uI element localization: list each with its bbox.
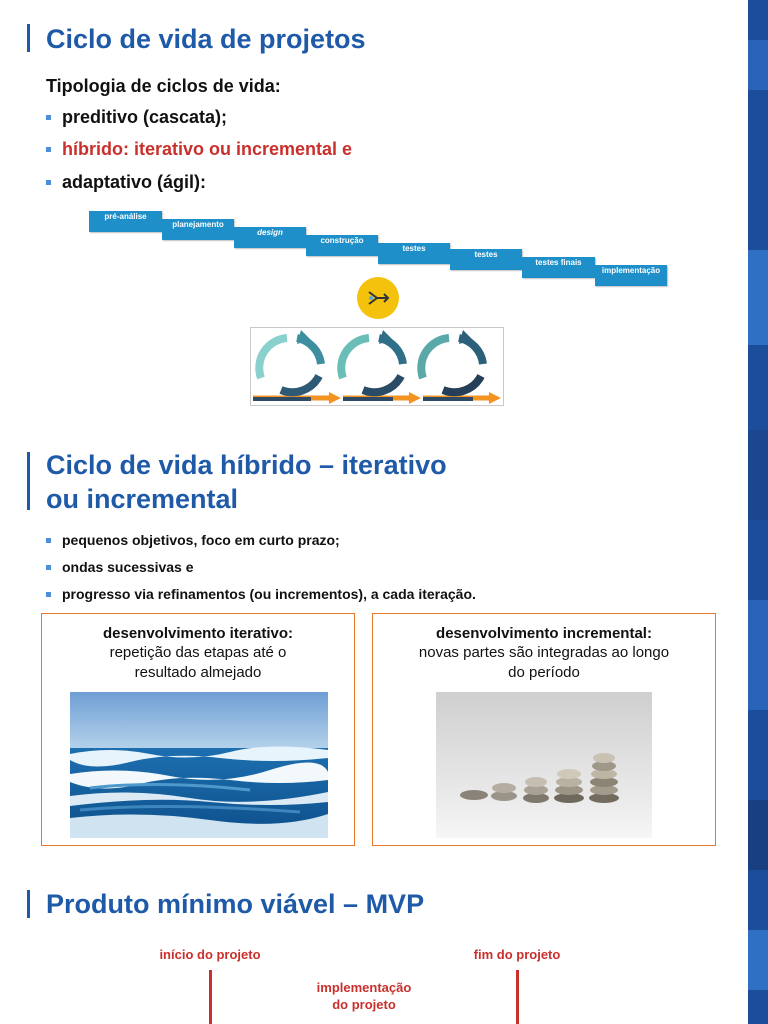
bullet-text: híbrido: iterativo ou incremental e (62, 139, 353, 159)
iteration-cycles-graphic (251, 328, 503, 405)
section2-title-line1: Ciclo de vida híbrido – iterativo (46, 450, 447, 480)
waterfall-step: pré-análise (89, 211, 162, 232)
title-accent-bar (27, 24, 30, 52)
title-accent-bar (27, 890, 30, 918)
list-item (46, 136, 352, 169)
bullet-icon (46, 592, 51, 597)
end-label: fim do projeto (473, 947, 561, 962)
strip-segment (748, 930, 768, 990)
waterfall-step: construção (306, 235, 378, 256)
implementation-label-line2: do projeto (332, 997, 396, 1012)
card-text-line: resultado almejado (134, 664, 262, 681)
bullet-icon (46, 565, 51, 570)
waterfall-step: implementação (595, 265, 667, 286)
card-text-line: novas partes são integradas ao longo (418, 644, 670, 661)
implementation-label-line1: implementação (316, 980, 412, 995)
hybrid-features-list (46, 530, 476, 611)
waterfall-step: testes (378, 243, 450, 264)
bullet-text: ondas sucessivas e (62, 559, 194, 575)
stones-image (436, 692, 652, 838)
waterfall-step: design (234, 227, 306, 248)
stacked-stones-illustration (436, 692, 652, 838)
branch-arrow-icon (357, 277, 399, 319)
card-title: desenvolvimento iterativo: (102, 625, 294, 642)
list-item (46, 584, 476, 611)
strip-segment (748, 40, 768, 90)
bullet-text: pequenos objetivos, foco em curto prazo; (62, 532, 340, 548)
strip-segment (748, 250, 768, 345)
implementation-label (284, 979, 444, 1013)
lifecycle-types-list (46, 104, 352, 201)
bullet-text: progresso via refinamentos (ou incrementos), a cada iteração. (62, 586, 476, 602)
agile-badge (357, 277, 399, 319)
iterative-card (41, 613, 355, 846)
waterfall-step: testes finais (522, 257, 595, 278)
waves-image (70, 692, 328, 838)
waterfall-step: testes (450, 249, 522, 270)
list-item (46, 169, 352, 201)
list-item (46, 104, 352, 136)
strip-segment (748, 430, 768, 520)
strip-segment (748, 600, 768, 710)
list-item (46, 557, 476, 584)
card-text-line: repetição das etapas até o (109, 644, 287, 661)
strip-segment (748, 800, 768, 870)
bullet-icon (46, 538, 51, 543)
waterfall-step: planejamento (162, 219, 234, 240)
card-title: desenvolvimento incremental: (436, 625, 652, 642)
ocean-waves-illustration (70, 692, 328, 838)
end-marker-line (516, 970, 519, 1024)
bullet-icon (46, 180, 51, 185)
section3-title: Produto mínimo viável – MVP (46, 889, 425, 919)
list-item (46, 530, 476, 557)
bullet-icon (46, 115, 51, 120)
start-label: início do projeto (159, 947, 261, 962)
section2-title (46, 448, 447, 516)
agile-cycles-diagram (250, 327, 504, 406)
bullet-text: adaptativo (ágil): (62, 172, 207, 192)
incremental-card (372, 613, 716, 846)
bullet-text: preditivo (cascata); (62, 107, 228, 127)
side-decoration-strip (748, 0, 768, 1024)
section1-intro: Tipologia de ciclos de vida: (46, 76, 281, 96)
section1-title: Ciclo de vida de projetos (46, 24, 366, 54)
bullet-icon (46, 147, 51, 152)
title-accent-bar (27, 452, 30, 510)
start-marker-line (209, 970, 212, 1024)
card-text-line: do período (508, 664, 580, 681)
section2-title-line2: ou incremental (46, 484, 239, 514)
